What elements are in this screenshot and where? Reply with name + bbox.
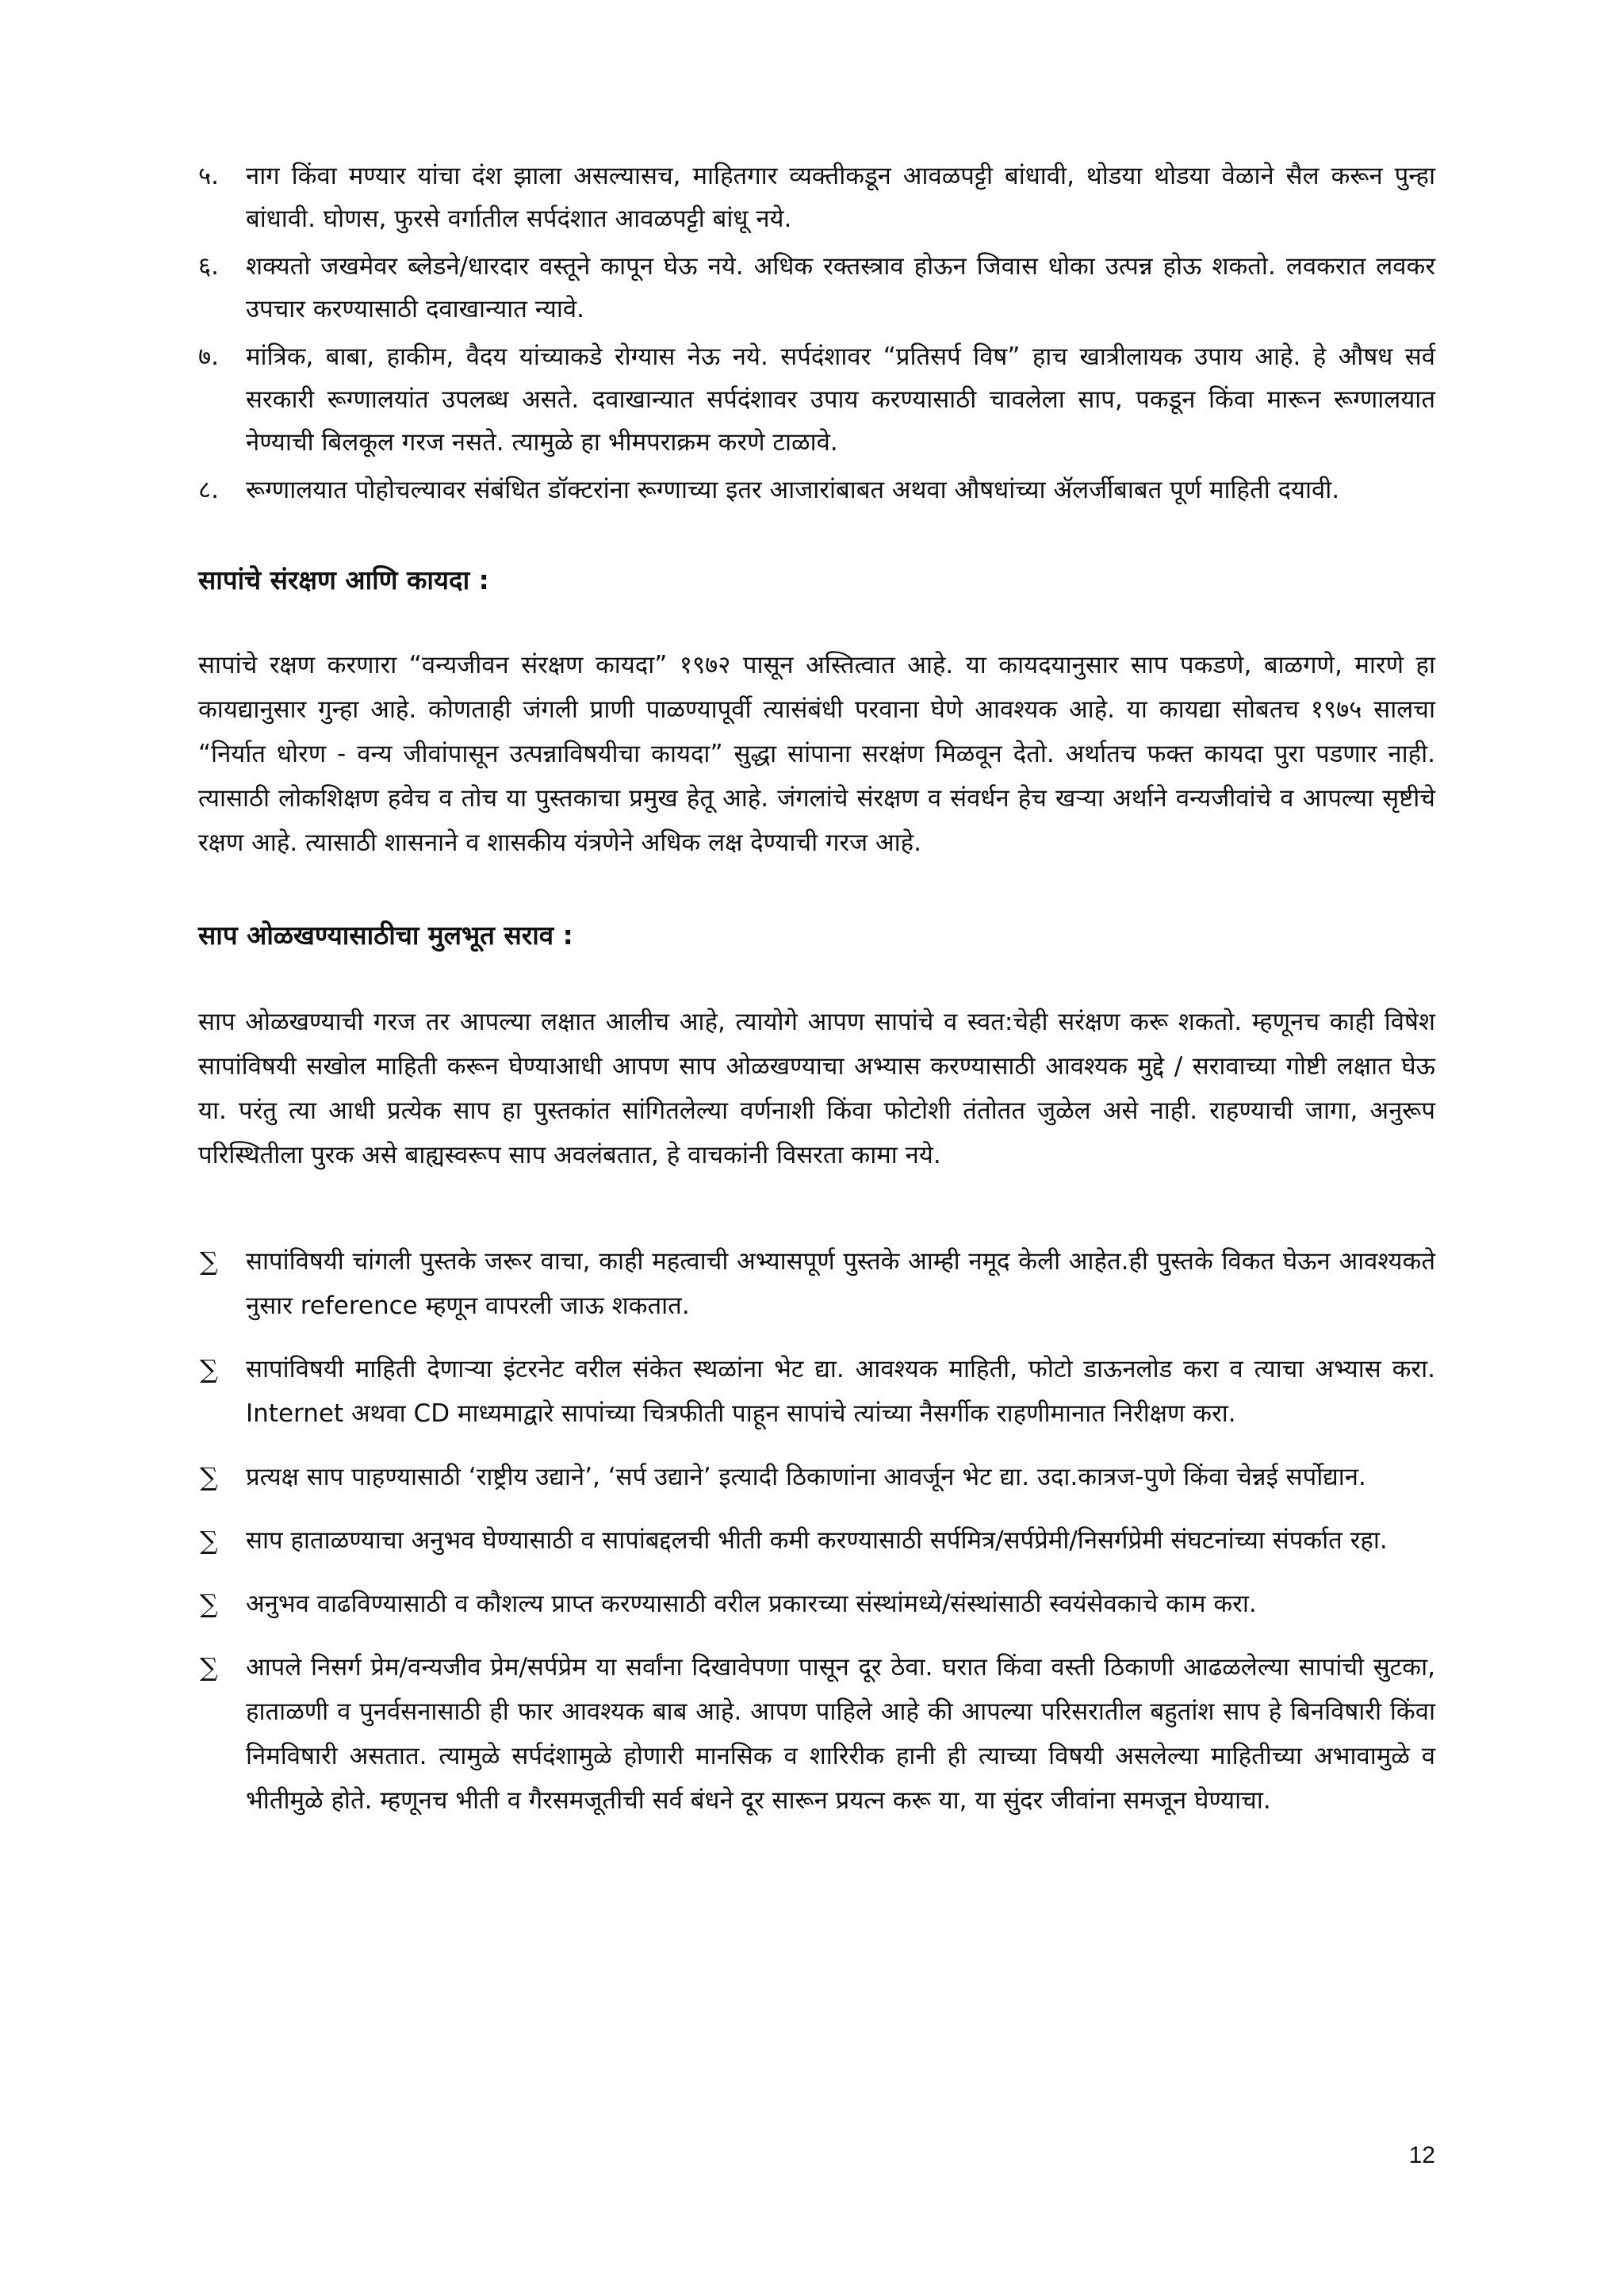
item-number: ६. [198,252,219,281]
bullet-text: सापांविषयी चांगली पुस्तके जरूर वाचा, काही महत्वाची अभ्यासपूर्ण पुस्तके आम्ही नमूद केली आहेत.ही पुस्तके विकत घेऊन आवश्यकते नुसार reference म्हणून वापरली जाऊ शकतात. [246,1247,1435,1320]
section-paragraph-basics: साप ओळखण्याची गरज तर आपल्या लक्षात आलीच आहे, त्यायोगे आपण सापांचे व स्वत:चेही सरंक्षण करू शकतो. म्हणूनच काही विषेश सापांविषयी सखोल माहिती करून घेण्याआधी आपण साप ओळखण्याचा अभ्यास करण्यासाठी आवश्यक मुद्दे / सरावाच्या गोष्टी लक्षात घेऊ या. परंतु त्या आधी प्रत्येक साप हा पुस्तकांत सांगितलेल्या वर्णनाशी किंवा फोटोशी तंतोतत जुळेल असे नाही. राहण्याची जागा, अनुरूप परिस्थितीला पुरक असे बाह्यस्वरूप साप अवलंबतात, हे वाचकांनी विसरता कामा नये. [198,1008,1435,1169]
section-heading-basics: साप ओळखण्यासाठीचा मुलभूत सराव : [198,920,573,951]
item-number: ८. [198,476,219,504]
bullet-item [198,1518,1435,1563]
list-item [198,245,1435,331]
bullet-item [198,1582,1435,1626]
list-item [198,469,1435,511]
bullet-text: प्रत्यक्ष साप पाहण्यासाठी ‘राष्ट्रीय उद्याने’, ‘सर्प उद्याने’ इत्यादी ठिकाणांना आवर्जून भेट द्या. उदा.कात्रज-पुणे किंवा चेन्नई सर्पोद्यान. [246,1463,1366,1491]
bullet-item [198,1347,1435,1436]
bullet-item [198,1239,1435,1328]
item-number: ७. [198,342,219,371]
bullet-item [198,1455,1435,1499]
bullet-text: अनुभव वाढविण्यासाठी व कौशल्य प्राप्त करण्यासाठी वरील प्रकारच्या संस्थांमध्ये/संस्थांसाठी स्वयंसेवकाचे काम करा. [246,1590,1257,1618]
bullet-text: साप हाताळण्याचा अनुभव घेण्यासाठी व सापांबद्दलची भीती कमी करण्यासाठी सर्पमित्र/सर्पप्रेमी/निसर्गप्रेमी संघटनांच्या संपर्कात रहा. [246,1526,1388,1555]
item-text: मांत्रिक, बाबा, हाकीम, वैदय यांच्याकडे रोग्यास नेऊ नये. सर्पदंशावर “प्रतिसर्प विष” हाच खात्रीलायक उपाय आहे. हे औषध सर्व सरकारी रूग्णालयांत उपलब्ध असते. दवाखान्यात सर्पदंशावर उपाय करण्यासाठी चावलेला साप, पकडून किंवा मारून रूग्णालयात नेण्याची बिलकूल गरज नसते. त्यामुळे हा भीमपराक्रम करणे टाळावे. [246,342,1435,457]
summation-bullet-icon: ∑ [200,1246,218,1276]
item-text: रूग्णालयात पोहोचल्यावर संबंधित डॉक्टरांना रूग्णाच्या इतर आजारांबाबत अथवा औषधांच्या ॲलर्जीबाबत पूर्ण माहिती दयावी. [246,476,1340,504]
page-number: 12 [1408,2142,1435,2168]
document-page [198,155,1435,1842]
bullet-text: आपले निसर्ग प्रेम/वन्यजीव प्रेम/सर्पप्रेम या सर्वांना दिखावेपणा पासून दूर ठेवा. घरात किंवा वस्ती ठिकाणी आढळलेल्या सापांची सुटका, हाताळणी व पुनर्वसनासाठी ही फार आवश्यक बाब आहे. आपण पाहिले आहे की आपल्या परिसरातील बहुतांश साप हे बिनविषारी किंवा निमविषारी असतात. त्यामुळे सर्पदंशामुळे होणारी मानसिक व शारिरीक हानी ही त्याच्या विषयी असलेल्या माहितीच्या अभावामुळे व भीतीमुळे होते. म्हणूनच भीती व गैरसमजूतीची सर्व बंधने दूर सारून प्रयत्न करू या, या सुंदर जीवांना समजून घेण्याचा. [246,1653,1435,1815]
item-text: नाग किंवा मण्यार यांचा दंश झाला असल्यासच, माहितगार व्यक्तीकडून आवळपट्टी बांधावी, थोडया थोडया वेळाने सैल करून पुन्हा बांधावी. घोणस, फुरसे वर्गातील सर्पदंशात आवळपट्टी बांधू नये. [246,162,1435,233]
item-number: ५. [198,162,219,190]
list-item [198,155,1435,240]
bullet-text: सापांविषयी माहिती देणाऱ्या इंटरनेट वरील संकेत स्थळांना भेट द्या. आवश्यक माहिती, फोटो डाऊनलोड करा व त्याचा अभ्यास करा. Internet अथवा CD माध्यमाद्वारे सापांच्या चित्रफीती पाहून सापांचे त्यांच्या नैसर्गीक राहणीमानात निरीक्षण करा. [246,1355,1435,1428]
practice-bullet-list [198,1239,1435,1823]
item-text: शक्यतो जखमेवर ब्लेडने/धारदार वस्तूने कापून घेऊ नये. अधिक रक्तस्त्राव होऊन जिवास धोका उत्पन्न होऊ शकतो. लवकरात लवकर उपचार करण्यासाठी दवाखान्यात न्यावे. [246,252,1435,323]
summation-bullet-icon: ∑ [200,1354,218,1384]
section-paragraph-law: सापांचे रक्षण करणारा “वन्यजीवन संरक्षण कायदा” १९७२ पासून अस्तित्वात आहे. या कायदयानुसार साप पकडणे, बाळगणे, मारणे हा कायद्यानुसार गुन्हा आहे. कोणताही जंगली प्राणी पाळण्यापूर्वी त्यासंबंधी परवाना घेणे आवश्यक आहे. या कायद्या सोबतच १९७५ सालचा “निर्यात धोरण - वन्य जीवांपासून उत्पन्नाविषयीचा कायदा” सुद्धा सांपाना सरक्षंण मिळवून देतो. अर्थातच फक्त कायदा पुरा पडणार नाही. त्यासाठी लोकशिक्षण हवेच व तोच या पुस्तकाचा प्रमुख हेतू आहे. जंगलांचे संरक्षण व संवर्धन हेच खऱ्या अर्थाने वन्यजीवांचे व आपल्या सृष्टीचे रक्षण आहे. त्यासाठी शासनाने व शासकीय यंत्रणेने अधिक लक्ष देण्याची गरज आहे. [198,651,1435,857]
summation-bullet-icon: ∑ [200,1589,218,1619]
bullet-item [198,1645,1435,1823]
summation-bullet-icon: ∑ [200,1652,218,1682]
list-item [198,335,1435,464]
first-aid-list [198,155,1435,511]
section-heading-law: सापांचे संरक्षण आणि कायदा : [198,564,489,595]
summation-bullet-icon: ∑ [200,1462,218,1492]
summation-bullet-icon: ∑ [200,1525,218,1556]
